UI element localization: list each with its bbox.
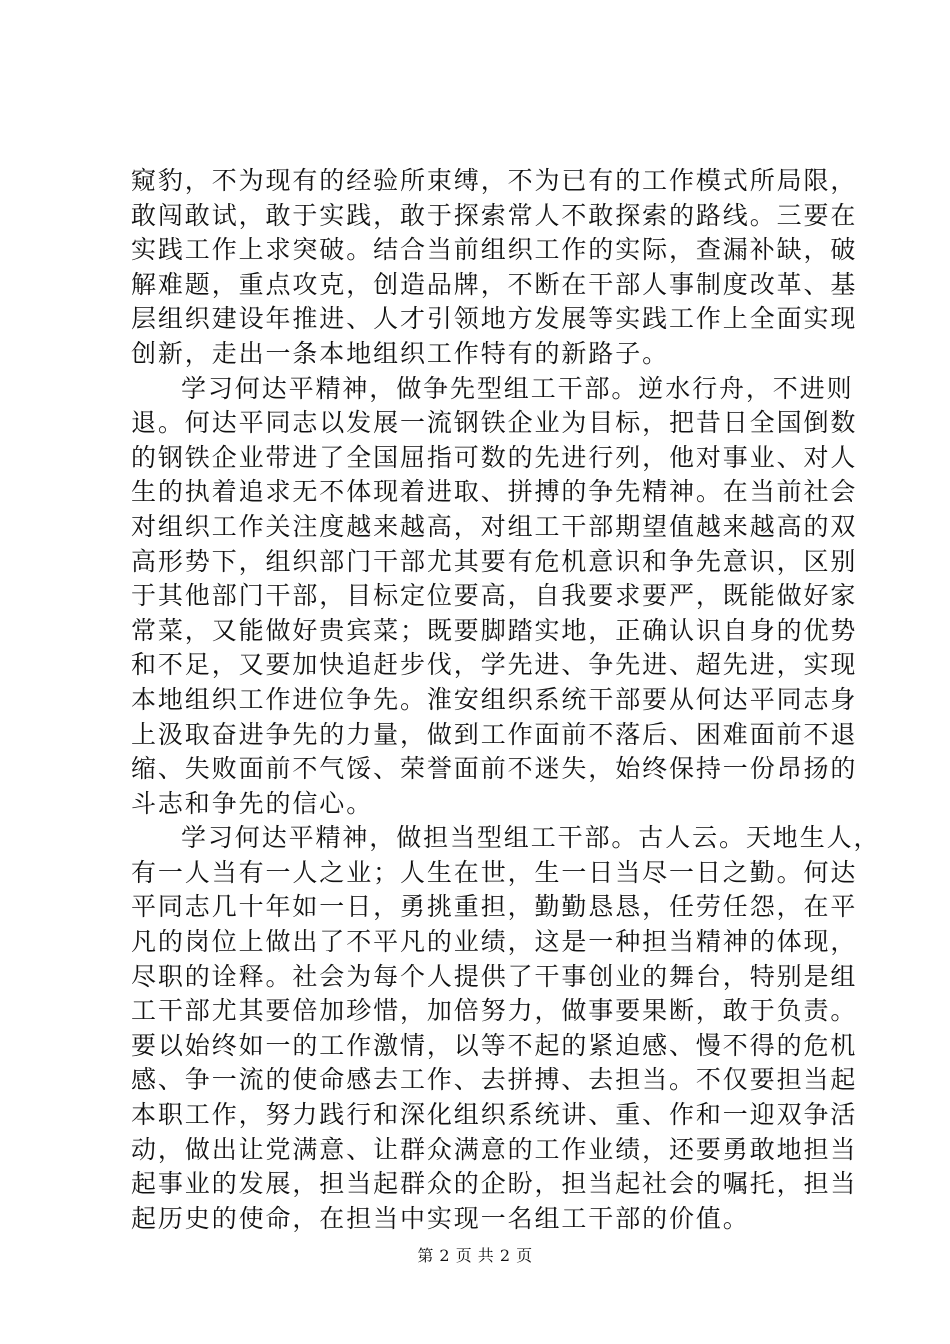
text-line: 退。何达平同志以发展一流钢铁企业为目标，把昔日全国倒数 <box>131 408 858 438</box>
text-line: 的钢铁企业带进了全国屈指可数的先进行列，他对事业、对人 <box>131 442 858 472</box>
text-line: 学习何达平精神，做争先型组工干部。逆水行舟，不进则 <box>181 373 854 403</box>
text-line: 感、争一流的使命感去工作、去拼搏、去担当。不仅要担当起 <box>131 1065 858 1095</box>
text-line: 本地组织工作进位争先。淮安组织系统干部要从何达平同志身 <box>131 684 858 714</box>
text-line: 于其他部门干部，目标定位要高，自我要求要严，既能做好家 <box>131 581 858 611</box>
text-line: 创新，走出一条本地组织工作特有的新路子。 <box>131 338 670 368</box>
text-line: 高形势下，组织部门干部尤其要有危机意识和争先意识，区别 <box>131 546 858 576</box>
text-line: 工干部尤其要倍加珍惜，加倍努力，做事要果断，敢于负责。 <box>131 996 858 1026</box>
text-line: 窥豹，不为现有的经验所束缚，不为已有的工作模式所局限， <box>131 166 858 195</box>
text-line: 有一人当有一人之业；人生在世，生一日当尽一日之勤。何达 <box>131 857 858 887</box>
text-line: 解难题，重点攻克，创造品牌，不断在干部人事制度改革、基 <box>131 269 858 299</box>
text-line: 尽职的诠释。社会为每个人提供了干事创业的舞台，特别是组 <box>131 961 858 991</box>
text-line: 要以始终如一的工作激情，以等不起的紧迫感、慢不得的危机 <box>131 1030 858 1060</box>
text-line: 层组织建设年推进、人才引领地方发展等实践工作上全面实现 <box>131 304 858 334</box>
body-text <box>131 164 881 1236</box>
text-line: 起事业的发展，担当起群众的企盼，担当起社会的嘱托，担当 <box>131 1169 858 1199</box>
text-line: 本职工作，努力践行和深化组织系统讲、重、作和一迎双争活 <box>131 1100 858 1130</box>
text-line: 常菜，又能做好贵宾菜；既要脚踏实地，正确认识自身的优势 <box>131 615 858 645</box>
text-line: 学习何达平精神，做担当型组工干部。古人云。天地生人， <box>181 823 881 853</box>
text-line: 实践工作上求突破。结合当前组织工作的实际，查漏补缺，破 <box>131 235 858 265</box>
text-line: 对组织工作关注度越来越高，对组工干部期望值越来越高的双 <box>131 511 858 541</box>
text-line: 斗志和争先的信心。 <box>131 788 374 818</box>
text-line: 动，做出让党满意、让群众满意的工作业绩，还要勇敢地担当 <box>131 1134 858 1164</box>
text-line: 敢闯敢试，敢于实践，敢于探索常人不敢探索的路线。三要在 <box>131 200 858 230</box>
page-footer: 第 2 页 共 2 页 <box>417 1246 533 1265</box>
text-line: 缩、失败面前不气馁、荣誉面前不迷失，始终保持一份昂扬的 <box>131 754 858 784</box>
text-line: 上汲取奋进争先的力量，做到工作面前不落后、困难面前不退 <box>131 719 858 749</box>
text-line: 平同志几十年如一日，勇挑重担，勤勤恳恳，任劳任怨，在平 <box>131 892 858 922</box>
text-line: 凡的岗位上做出了不平凡的业绩，这是一种担当精神的体现， <box>131 927 858 957</box>
text-line: 生的执着追求无不体现着进取、拼搏的争先精神。在当前社会 <box>131 477 858 507</box>
text-line: 和不足，又要加快追赶步伐，学先进、争先进、超先进，实现 <box>131 650 858 680</box>
text-line: 起历史的使命，在担当中实现一名组工干部的价值。 <box>131 1203 750 1233</box>
